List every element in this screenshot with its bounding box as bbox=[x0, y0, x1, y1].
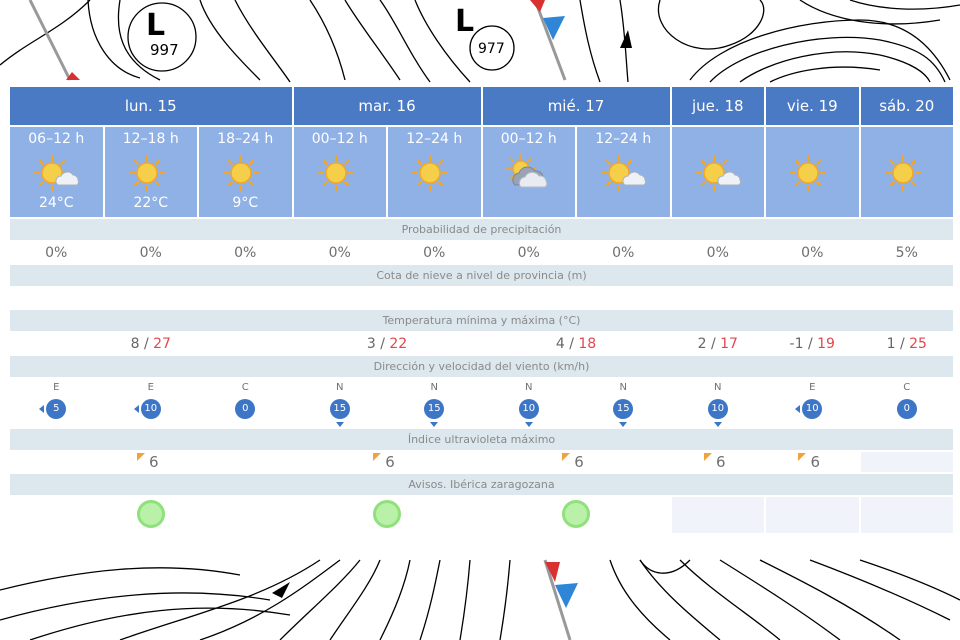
temp-max: 17 bbox=[720, 335, 738, 352]
wind-speed: 5 bbox=[53, 403, 60, 414]
wind-cell bbox=[387, 378, 482, 428]
wind-speed-badge bbox=[708, 399, 728, 419]
wind-speed-badge bbox=[613, 399, 633, 419]
snow-value bbox=[860, 287, 955, 309]
wind-speed-badge bbox=[802, 399, 822, 419]
precip-label-row bbox=[9, 218, 954, 241]
temp-max: 27 bbox=[153, 335, 171, 352]
uv-value: 6 bbox=[385, 453, 395, 471]
period-cell bbox=[671, 126, 766, 218]
sun-cloud-icon bbox=[577, 151, 670, 195]
warning-cell bbox=[765, 496, 860, 534]
wind-speed-badge bbox=[141, 399, 161, 419]
period-temperature: 22°C bbox=[133, 195, 169, 211]
period-cell bbox=[387, 126, 482, 218]
wind-arrow-icon bbox=[525, 422, 533, 427]
wind-direction: N bbox=[336, 382, 344, 393]
wind-cell bbox=[671, 378, 766, 428]
uv-index bbox=[710, 453, 726, 471]
period-cell bbox=[198, 126, 293, 218]
warning-cell bbox=[293, 496, 482, 534]
temp-min: 8 bbox=[130, 335, 140, 352]
precip-value: 0% bbox=[765, 241, 860, 264]
warning-green-icon[interactable] bbox=[137, 500, 165, 528]
period-time: 12–24 h bbox=[406, 131, 463, 147]
uv-value: 6 bbox=[715, 453, 726, 471]
temp-max: 22 bbox=[389, 335, 408, 352]
temp-max: 18 bbox=[578, 335, 597, 352]
wind-direction: C bbox=[241, 382, 249, 393]
temp-label: Temperatura mínima y máxima (°C) bbox=[9, 309, 954, 332]
wind-cell bbox=[293, 378, 388, 428]
temp-label-row bbox=[9, 309, 954, 332]
wind-speed-badge bbox=[897, 399, 917, 419]
sun-icon bbox=[388, 151, 481, 195]
wind-speed-badge bbox=[46, 399, 66, 419]
uv-flag-icon bbox=[373, 453, 381, 461]
wind-speed: 10 bbox=[144, 403, 158, 414]
period-cell bbox=[860, 126, 955, 218]
wind-direction: N bbox=[525, 382, 533, 393]
temp-separator: / bbox=[380, 335, 385, 352]
period-cell bbox=[765, 126, 860, 218]
wind-speed: 10 bbox=[522, 403, 536, 414]
temp-min: 2 bbox=[697, 335, 707, 352]
snow-value bbox=[765, 287, 860, 309]
temp-separator: / bbox=[899, 335, 905, 352]
wind-arrow-icon bbox=[336, 422, 344, 427]
temp-min-max bbox=[9, 332, 293, 355]
wind-direction: C bbox=[903, 382, 911, 393]
wind-cell bbox=[482, 378, 577, 428]
precip-value: 0% bbox=[293, 241, 388, 264]
wind-cell bbox=[198, 378, 293, 428]
wind-label-row bbox=[9, 355, 954, 378]
forecast-table bbox=[8, 85, 955, 535]
sun-icon bbox=[105, 151, 198, 195]
period-time: 12–18 h bbox=[122, 131, 179, 147]
low-pressure-value-1: 997 bbox=[150, 41, 179, 59]
sun-cloud-icon bbox=[10, 151, 103, 195]
temp-min-max bbox=[482, 332, 671, 355]
wind-label: Dirección y velocidad del viento (km/h) bbox=[9, 355, 954, 378]
precip-label: Probabilidad de precipitación bbox=[9, 218, 954, 241]
snow-value bbox=[198, 287, 293, 309]
period-time: 18–24 h bbox=[217, 131, 274, 147]
warning-cell bbox=[860, 496, 955, 534]
precip-value: 0% bbox=[482, 241, 577, 264]
precip-row bbox=[9, 241, 954, 264]
wind-speed-badge bbox=[330, 399, 350, 419]
uv-label: Índice ultravioleta máximo bbox=[9, 428, 954, 451]
wind-arrow-icon bbox=[795, 405, 800, 413]
temp-min: 1 bbox=[886, 335, 896, 352]
period-time: 00–12 h bbox=[500, 131, 557, 147]
sun-icon bbox=[199, 151, 292, 195]
sun-icon bbox=[294, 151, 387, 195]
temp-min: 4 bbox=[555, 335, 565, 352]
wind-direction: E bbox=[809, 382, 816, 393]
uv-index bbox=[568, 453, 584, 471]
uv-index bbox=[804, 453, 820, 471]
temp-min-max bbox=[765, 332, 860, 355]
temp-separator: / bbox=[710, 335, 716, 352]
warning-cell bbox=[482, 496, 671, 534]
uv-label-row bbox=[9, 428, 954, 451]
uv-cell bbox=[9, 451, 293, 473]
wind-speed: 15 bbox=[616, 403, 630, 414]
precip-value: 0% bbox=[198, 241, 293, 264]
wind-direction: E bbox=[147, 382, 154, 393]
wind-direction: N bbox=[619, 382, 627, 393]
period-time bbox=[766, 131, 859, 149]
snow-row bbox=[9, 287, 954, 309]
precip-value: 0% bbox=[9, 241, 104, 264]
wind-cell bbox=[104, 378, 199, 428]
temp-separator: / bbox=[807, 335, 813, 352]
period-time: 00–12 h bbox=[311, 131, 368, 147]
temp-max: 19 bbox=[817, 335, 835, 352]
wind-arrow-icon bbox=[134, 405, 139, 413]
wind-cell bbox=[576, 378, 671, 428]
precip-value: 0% bbox=[671, 241, 766, 264]
day-header[interactable]: lun. 15 bbox=[9, 86, 293, 126]
snow-value bbox=[293, 287, 388, 309]
precip-value: 0% bbox=[576, 241, 671, 264]
wind-direction: N bbox=[714, 382, 722, 393]
day-header[interactable]: mar. 16 bbox=[293, 86, 482, 126]
low-pressure-value-2: 977 bbox=[478, 41, 505, 57]
temp-separator: / bbox=[143, 335, 149, 352]
wind-speed-badge bbox=[519, 399, 539, 419]
sun-icon bbox=[766, 151, 859, 195]
low-pressure-label-2: L bbox=[455, 4, 475, 39]
temp-max: 25 bbox=[909, 335, 927, 352]
wind-cell bbox=[9, 378, 104, 428]
wind-row bbox=[9, 378, 954, 428]
cloud-sun-icon bbox=[483, 151, 576, 195]
snow-label-row bbox=[9, 264, 954, 287]
uv-cell bbox=[293, 451, 482, 473]
uv-value: 6 bbox=[810, 453, 821, 471]
precip-value: 0% bbox=[387, 241, 482, 264]
uv-row bbox=[9, 451, 954, 473]
wind-cell bbox=[860, 378, 955, 428]
sun-cloud-icon bbox=[672, 151, 765, 195]
snow-value bbox=[387, 287, 482, 309]
uv-value: 6 bbox=[148, 453, 159, 471]
snow-value bbox=[482, 287, 577, 309]
period-cell bbox=[576, 126, 671, 218]
precip-value: 5% bbox=[860, 241, 955, 264]
uv-flag-icon bbox=[798, 453, 806, 461]
period-time bbox=[861, 131, 954, 149]
period-cell bbox=[9, 126, 104, 218]
wind-speed: 10 bbox=[805, 403, 819, 414]
period-temperature: 24°C bbox=[38, 195, 74, 211]
uv-cell bbox=[482, 451, 671, 473]
temp-min-max bbox=[860, 332, 955, 355]
uv-cell bbox=[671, 451, 766, 473]
snow-value bbox=[9, 287, 104, 309]
uv-cell bbox=[860, 451, 955, 473]
wind-arrow-icon bbox=[619, 422, 627, 427]
warnings-row bbox=[9, 496, 954, 534]
wind-arrow-icon bbox=[714, 422, 722, 427]
wind-speed: 10 bbox=[711, 403, 725, 414]
warnings-label-row bbox=[9, 473, 954, 496]
wind-direction: E bbox=[53, 382, 60, 393]
period-temperature: 9°C bbox=[232, 195, 259, 211]
temp-min-max bbox=[671, 332, 766, 355]
day-header-row bbox=[9, 86, 954, 126]
sun-icon bbox=[861, 151, 954, 195]
period-cell bbox=[104, 126, 199, 218]
temp-row bbox=[9, 332, 954, 355]
warning-cell bbox=[671, 496, 766, 534]
wind-direction: N bbox=[430, 382, 438, 393]
temp-min: 3 bbox=[366, 335, 376, 352]
wind-cell bbox=[765, 378, 860, 428]
temp-min-max bbox=[293, 332, 482, 355]
wind-arrow-icon bbox=[39, 405, 44, 413]
low-pressure-label-1: L bbox=[146, 8, 166, 43]
wind-speed: 15 bbox=[427, 403, 441, 414]
wind-speed: 0 bbox=[242, 403, 249, 414]
wind-arrow-icon bbox=[430, 422, 438, 427]
uv-flag-icon bbox=[137, 453, 145, 461]
day-header[interactable]: mié. 17 bbox=[482, 86, 671, 126]
snow-value bbox=[576, 287, 671, 309]
day-header[interactable]: jue. 18 bbox=[671, 86, 766, 126]
warning-green-icon[interactable] bbox=[373, 500, 401, 528]
uv-index bbox=[143, 453, 159, 471]
precip-value: 0% bbox=[104, 241, 199, 264]
wind-speed: 15 bbox=[333, 403, 347, 414]
wind-speed: 0 bbox=[903, 403, 910, 414]
uv-flag-icon bbox=[562, 453, 570, 461]
wind-speed-badge bbox=[235, 399, 255, 419]
period-time: 12–24 h bbox=[595, 131, 652, 147]
day-header[interactable]: sáb. 20 bbox=[860, 86, 955, 126]
uv-flag-icon bbox=[704, 453, 712, 461]
uv-value: 6 bbox=[574, 453, 584, 471]
wind-speed-badge bbox=[424, 399, 444, 419]
period-cell bbox=[482, 126, 577, 218]
snow-value bbox=[671, 287, 766, 309]
warnings-label: Avisos. Ibérica zaragozana bbox=[9, 473, 954, 496]
snow-label: Cota de nieve a nivel de provincia (m) bbox=[9, 264, 954, 287]
temp-min: -1 bbox=[789, 335, 804, 352]
warning-cell bbox=[9, 496, 293, 534]
uv-index bbox=[379, 453, 395, 471]
day-header[interactable]: vie. 19 bbox=[765, 86, 860, 126]
period-time: 06–12 h bbox=[28, 131, 85, 147]
period-header-row bbox=[9, 126, 954, 218]
period-time bbox=[672, 131, 765, 149]
period-cell bbox=[293, 126, 388, 218]
uv-cell bbox=[765, 451, 860, 473]
warning-green-icon[interactable] bbox=[562, 500, 590, 528]
temp-separator: / bbox=[569, 335, 574, 352]
snow-value bbox=[104, 287, 199, 309]
